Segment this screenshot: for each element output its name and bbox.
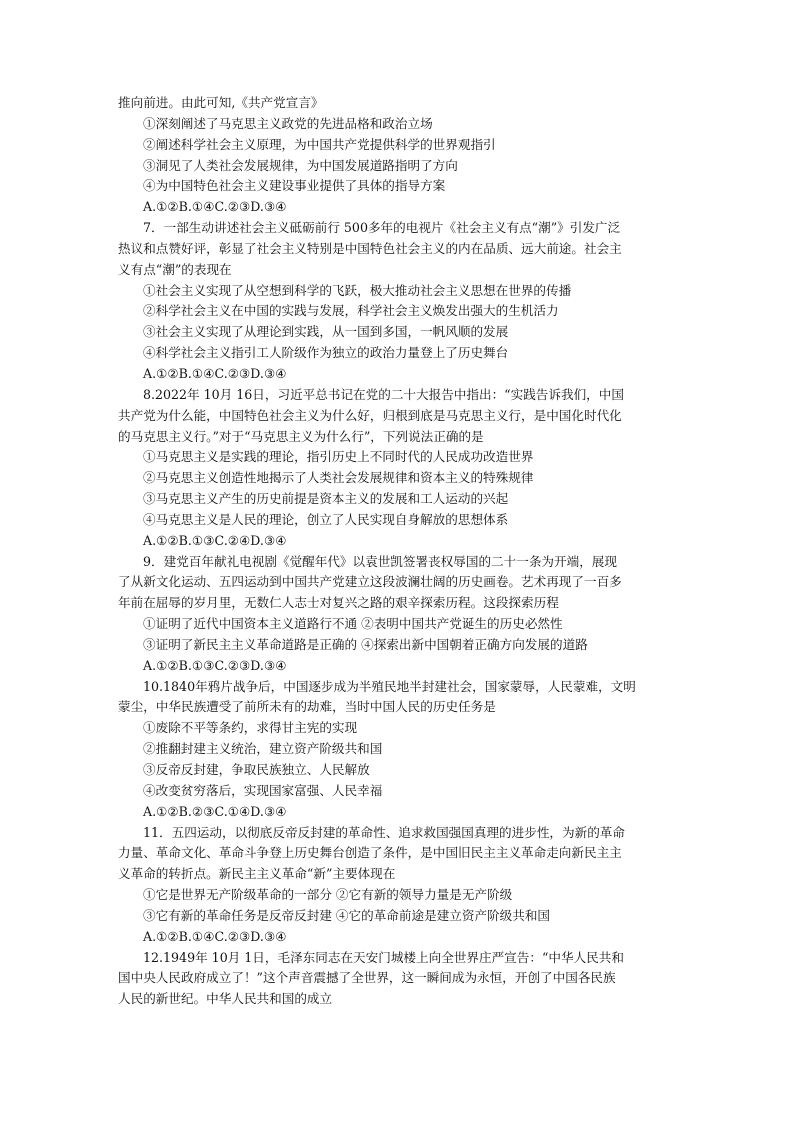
text-line: A.①②B.①④C.②③D.③④ [143,365,287,381]
text-line: 义有点“潮”的表现在 [118,261,232,277]
text-line: 的马克思主义行。”对于“马克思主义为什么行”，下列说法正确的是 [118,428,484,444]
text-line: ③证明了新民主主义革命道路是正确的 ④探索出新中国朝着正确方向发展的道路 [143,636,588,652]
text-line: ①马克思主义是实践的理论，指引历史上不同时代的人民成功改造世界 [143,449,534,465]
text-line: ②科学社会主义在中国的实践与发展，科学社会主义焕发出强大的生机活力 [143,303,559,319]
text-line: A.①②B.①④C.②③D.③④ [143,928,287,944]
text-line: ②推翻封建主义统治，建立资产阶级共和国 [143,741,383,757]
text-line: 9．建党百年献礼电视剧《觉醒年代》以袁世凯签署丧权辱国的二十一条为开端，展现 [143,553,617,569]
text-line: ③马克思主义产生的历史前提是资本主义的发展和工人运动的兴起 [143,491,509,507]
text-line: 10.1840年鸦片战争后，中国逐步成为半殖民地半封建社会，国家蒙辱，人民蒙难，文明 [143,678,636,694]
text-line: A.①②B.①③C.②③D.③④ [143,657,287,673]
text-line: A.①②B.②③C.①④D.③④ [143,803,287,819]
text-line: ①社会主义实现了从空想到科学的飞跃，极大推动社会主义思想在世界的传播 [143,282,572,298]
text-line: ①废除不平等条约，求得甘主宪的实现 [143,720,358,736]
text-line: 8.2022年 10月 16日，习近平总书记在党的二十大报告中指出：“实践告诉我们，中国 [143,386,624,402]
text-line: ①深刻阐述了马克思主义政党的先进品格和政治立场 [143,115,433,131]
text-line: ④为中国特色社会主义建设事业提供了具体的指导方案 [143,178,446,194]
text-line: ③反帝反封建，争取民族独立、人民解放 [143,762,370,777]
text-line: ②马克思主义创造性地揭示了人类社会发展规律和资本主义的特殊规律 [143,470,534,486]
text-line: 12.1949年 10月 1日，毛泽东同志在天安门城楼上向全世界庄严宣告：“中华人民共和 [143,949,624,965]
text-line: ③它有新的革命任务是反帝反封建 ④它的革命前途是建立资产阶级共和国 [143,907,551,923]
text-line: 力量、革命文化、革命斗争登上历史舞台创造了条件，是中国旧民主主义革命走向新民主主 [118,845,622,861]
text-line: ③社会主义实现了从理论到实践，从一国到多国，一帆风顺的发展 [143,324,509,340]
text-line: ③洞见了人类社会发展规律，为中国发展道路指明了方向 [143,157,458,173]
text-line: ④科学社会主义指引工人阶级作为独立的政治力量登上了历史舞台 [143,345,509,361]
text-line: 7．一部生动讲述社会主义砥砺前行 500多年的电视片《社会主义有点“潮”》引发广泛 [143,220,621,236]
text-line: 国中央人民政府成立了！”这个声音震撼了全世界，这一瞬间成为永恒，开创了中国各民族 [118,970,616,986]
text-line: 了从新文化运动、五四运动到中国共产党建立这段波澜壮阔的历史画卷。艺术再现了一百多 [118,574,622,590]
text-line: ④改变贫穷落后，实现国家富强、人民幸福 [143,782,383,798]
text-line: 热议和点赞好评，彰显了社会主义特别是中国特色社会主义的内在品质、远大前途。社会主 [118,240,622,256]
text-line: 11．五四运动，以彻底反帝反封建的革命性、追求救国强国真理的进步性，为新的革命 [143,824,625,840]
text-line: ④马克思主义是人民的理论，创立了人民实现自身解放的思想体系 [143,511,509,527]
document-page [118,93,678,1010]
text-line: 义革命的转折点。新民主主义革命“新”主要体现在 [118,866,396,882]
text-line: 共产党为什么能，中国特色社会主义为什么好，归根到底是马克思主义行，是中国化时代化 [118,407,622,423]
text-line: 人民的新世纪。中华人民共和国的成立 [118,991,333,1007]
text-line: 年前在屈辱的岁月里，无数仁人志士对复兴之路的艰辛探索历程。这段探索历程 [118,595,559,611]
text-line: ②阐述科学社会主义原理，为中国共产党提供科学的世界观指引 [143,136,496,152]
text-line: 蒙尘，中华民族遭受了前所未有的劫难，当时中国人民的历史任务是 [118,699,496,715]
text-line: ①证明了近代中国资本主义道路行不通 ②表明中国共产党诞生的历史必然性 [143,616,563,632]
text-line: ①它是世界无产阶级革命的一部分 ②它有新的领导力量是无产阶级 [143,887,513,903]
text-line: A.①②B.①④C.②③D.③④ [143,199,287,215]
text-line: A.①②B.①③C.②④D.③④ [143,532,287,548]
text-line: 推向前进。由此可知,《共产党宣言》 [118,95,324,110]
